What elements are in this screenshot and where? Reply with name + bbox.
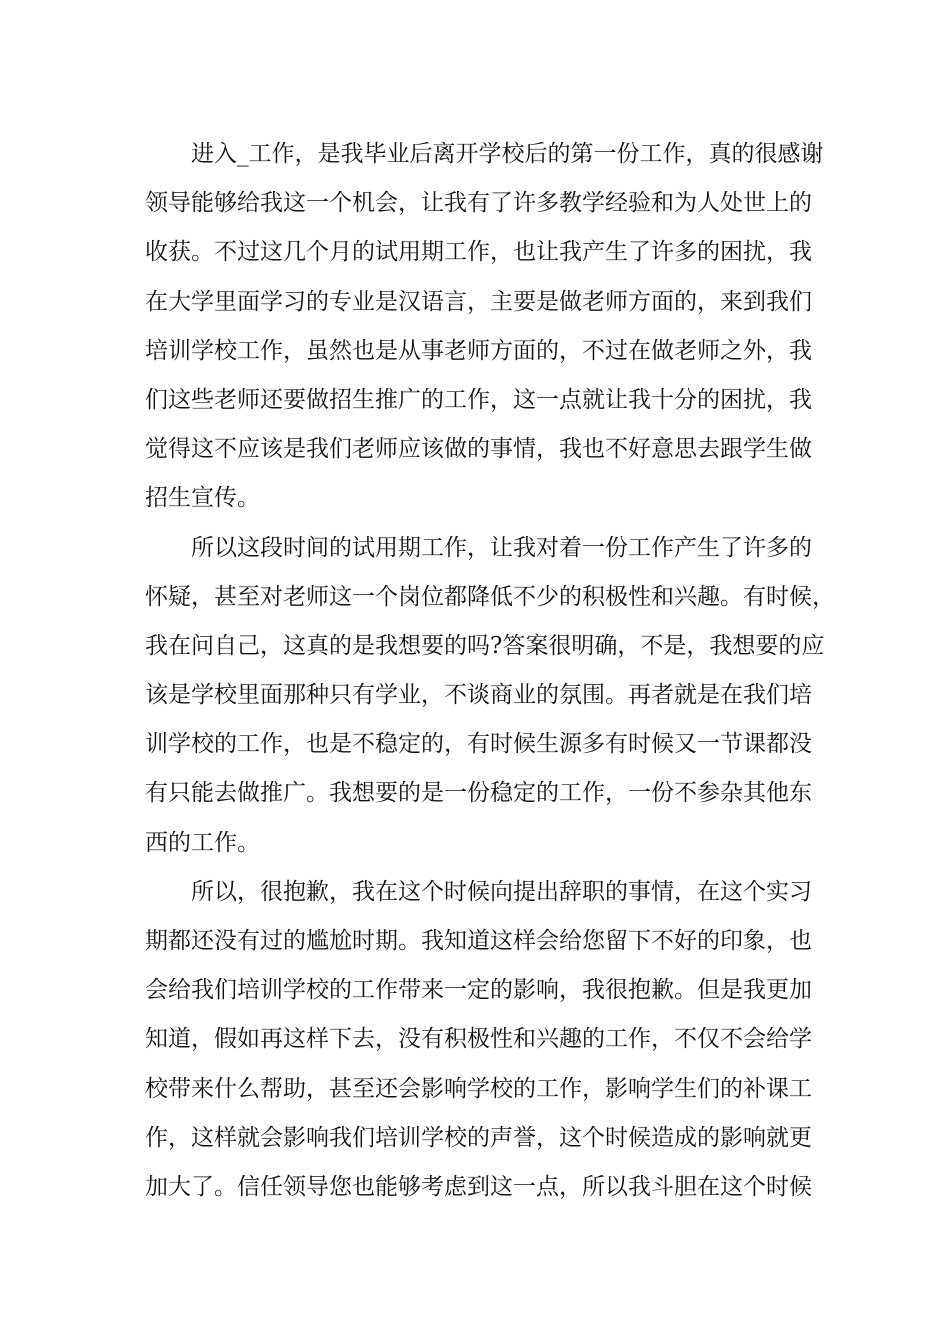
paragraph-line: 西的工作。 xyxy=(145,829,260,856)
paragraph-line: 领导能够给我这一个机会，让我有了许多教学经验和为人处世上的 xyxy=(145,190,812,217)
paragraph-line: 知道，假如再这样下去，没有积极性和兴趣的工作，不仅不会给学 xyxy=(145,1026,812,1053)
paragraph-line: 加大了。信任领导您也能够考虑到这一点，所以我斗胆在这个时候 xyxy=(145,1173,812,1200)
paragraph-line: 期都还没有过的尴尬时期。我知道这样会给您留下不好的印象，也 xyxy=(145,928,812,954)
paragraph-line: 在大学里面学习的专业是汉语言，主要是做老师方面的，来到我们 xyxy=(145,288,812,315)
paragraph-line: 有只能去做推广。我想要的是一份稳定的工作，一份不参杂其他东 xyxy=(145,780,812,807)
paragraph-line: 收获。不过这几个月的试用期工作，也让我产生了许多的困扰，我 xyxy=(145,239,812,266)
document-body xyxy=(145,130,835,1212)
paragraph-line: 们这些老师还要做招生推广的工作，这一点就让我十分的困扰，我 xyxy=(145,386,812,413)
paragraph-line: 会给我们培训学校的工作带来一定的影响，我很抱歉。但是我更加 xyxy=(145,977,812,1004)
paragraph-1 xyxy=(145,130,824,524)
paragraph-2 xyxy=(145,524,835,868)
paragraph-line: 怀疑，甚至对老师这一个岗位都降低不少的积极性和兴趣。有时候， xyxy=(145,583,835,610)
paragraph-line: 培训学校工作，虽然也是从事老师方面的，不过在做老师之外，我 xyxy=(145,337,812,364)
paragraph-line: 招生宣传。 xyxy=(145,485,260,512)
paragraph-line: 我在问自己，这真的是我想要的吗?答案很明确，不是，我想要的应 xyxy=(145,632,825,659)
paragraph-line: 该是学校里面那种只有学业，不谈商业的氛围。再者就是在我们培 xyxy=(145,682,812,709)
paragraph-line: 训学校的工作，也是不稳定的，有时候生源多有时候又一节课都没 xyxy=(145,731,812,758)
paragraph-line: 作，这样就会影响我们培训学校的声誉，这个时候造成的影响就更 xyxy=(145,1124,812,1151)
paragraph-line: 校带来什么帮助，甚至还会影响学校的工作，影响学生们的补课工 xyxy=(145,1075,812,1102)
paragraph-line: 觉得这不应该是我们老师应该做的事情，我也不好意思去跟学生做 xyxy=(145,436,812,463)
paragraph-line: 所以，很抱歉，我在这个时候向提出辞职的事情，在这个实习 xyxy=(191,878,812,905)
paragraph-3 xyxy=(145,868,811,1212)
paragraph-line: 所以这段时间的试用期工作，让我对着一份工作产生了许多的 xyxy=(191,534,812,561)
paragraph-line: 进入_工作，是我毕业后离开学校后的第一份工作，真的很感谢 xyxy=(191,141,824,167)
